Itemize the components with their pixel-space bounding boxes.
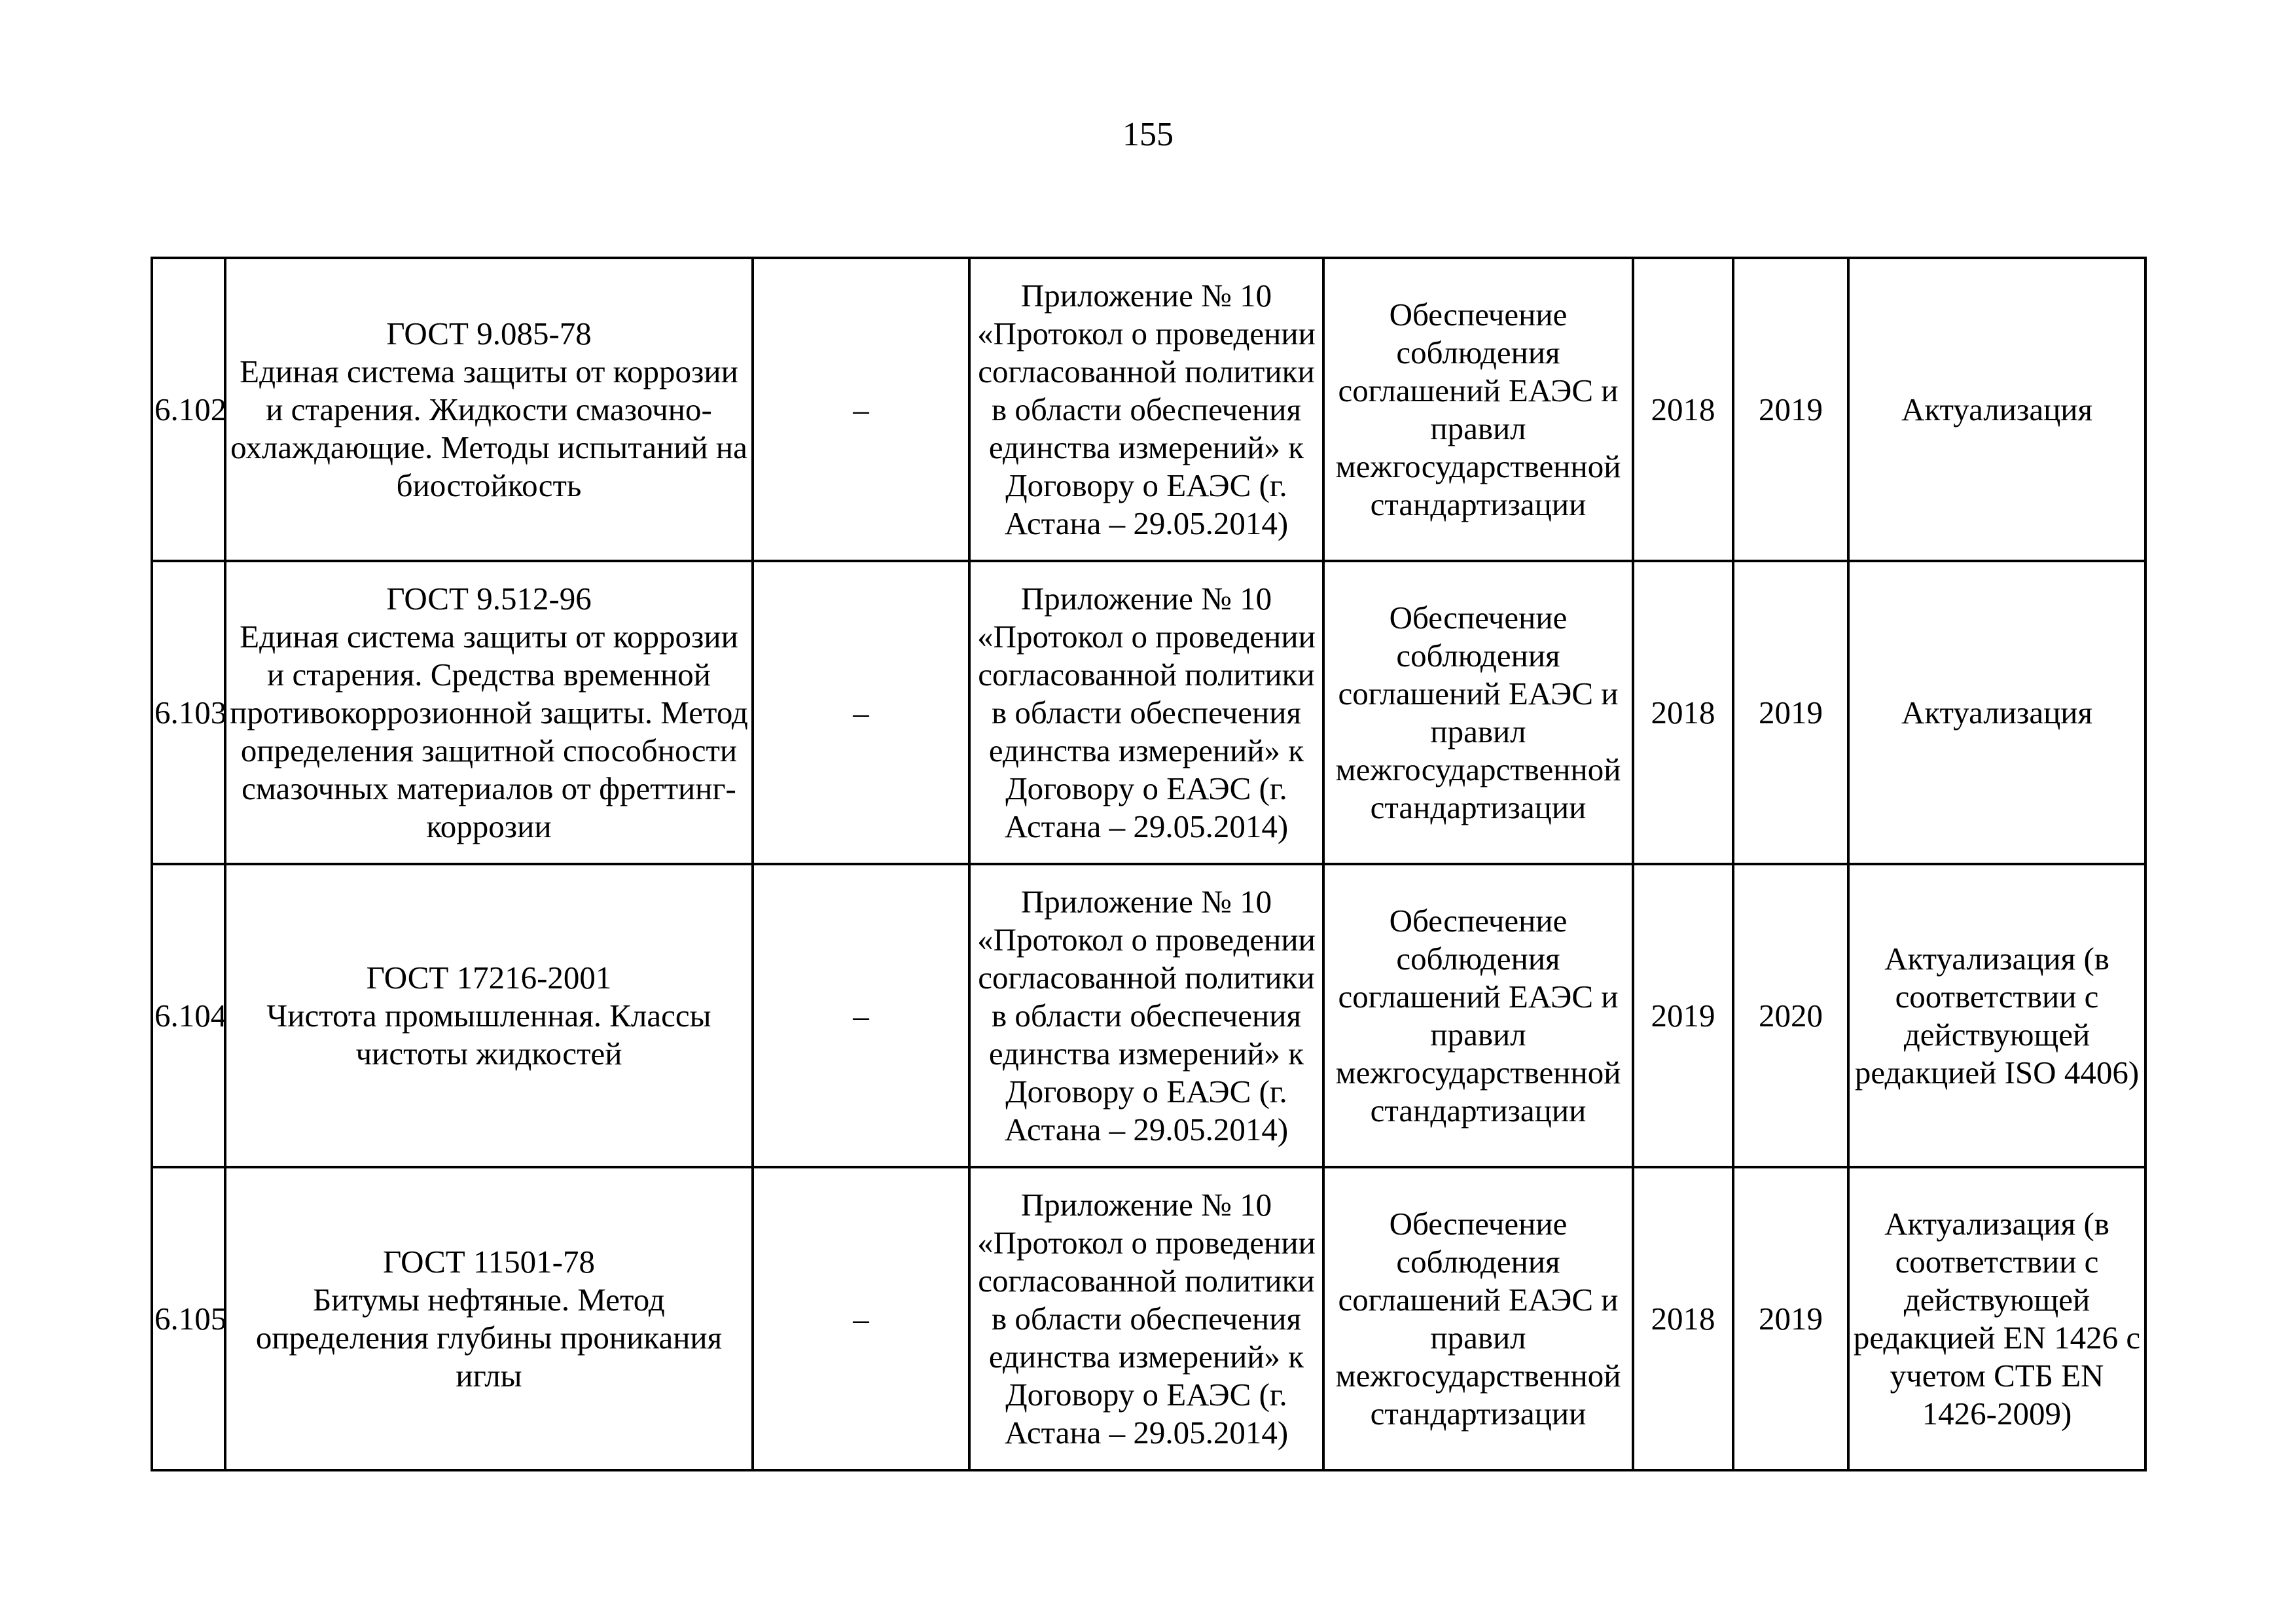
standards-table bbox=[151, 257, 2147, 1471]
purpose-cell: Обеспечение соблюдения соглашений ЕАЭС и правил межгосударственной стандартизации bbox=[1323, 1167, 1633, 1470]
standard-title: Битумы нефтяные. Метод определения глубины проникания иглы bbox=[255, 1281, 723, 1394]
page-number: 155 bbox=[1122, 116, 1174, 153]
dash-cell: – bbox=[753, 1167, 969, 1470]
document-cell: Приложение № 10 «Протокол о проведении согласованной политики в области обеспечения единства измерений» к Договору о ЕАЭС (г. Астана – 29.05.2014) bbox=[969, 864, 1323, 1167]
table-row bbox=[152, 258, 2145, 561]
document-cell: Приложение № 10 «Протокол о проведении согласованной политики в области обеспечения единства измерений» к Договору о ЕАЭС (г. Астана – 29.05.2014) bbox=[969, 561, 1323, 864]
note-cell: Актуализация bbox=[1848, 561, 2145, 864]
standard-cell bbox=[225, 1167, 753, 1470]
year-start-cell: 2018 bbox=[1633, 561, 1733, 864]
year-start-cell: 2019 bbox=[1633, 864, 1733, 1167]
purpose-cell: Обеспечение соблюдения соглашений ЕАЭС и правил межгосударственной стандартизации bbox=[1323, 864, 1633, 1167]
dash-cell: – bbox=[753, 864, 969, 1167]
row-number: 6.102 bbox=[152, 258, 225, 561]
year-end-cell: 2019 bbox=[1733, 1167, 1848, 1470]
year-end-cell: 2019 bbox=[1733, 561, 1848, 864]
table-row bbox=[152, 1167, 2145, 1470]
document-cell: Приложение № 10 «Протокол о проведении согласованной политики в области обеспечения единства измерений» к Договору о ЕАЭС (г. Астана – 29.05.2014) bbox=[969, 1167, 1323, 1470]
row-number: 6.105 bbox=[152, 1167, 225, 1470]
standard-code: ГОСТ 9.512-96 bbox=[386, 580, 592, 617]
note-cell: Актуализация (в соответствии с действующей редакцией ISO 4406) bbox=[1848, 864, 2145, 1167]
year-start-cell: 2018 bbox=[1633, 1167, 1733, 1470]
standard-cell bbox=[225, 258, 753, 561]
dash-cell: – bbox=[753, 561, 969, 864]
table-row bbox=[152, 561, 2145, 864]
year-end-cell: 2019 bbox=[1733, 258, 1848, 561]
year-end-cell: 2020 bbox=[1733, 864, 1848, 1167]
document-cell: Приложение № 10 «Протокол о проведении согласованной политики в области обеспечения единства измерений» к Договору о ЕАЭС (г. Астана – 29.05.2014) bbox=[969, 258, 1323, 561]
standard-cell bbox=[225, 561, 753, 864]
year-start-cell: 2018 bbox=[1633, 258, 1733, 561]
standard-code: ГОСТ 9.085-78 bbox=[386, 315, 592, 352]
note-cell: Актуализация (в соответствии с действующей редакцией EN 1426 с учетом СТБ EN 1426-2009) bbox=[1848, 1167, 2145, 1470]
dash-cell: – bbox=[753, 258, 969, 561]
standard-code: ГОСТ 11501-78 bbox=[383, 1243, 595, 1280]
purpose-cell: Обеспечение соблюдения соглашений ЕАЭС и правил межгосударственной стандартизации bbox=[1323, 258, 1633, 561]
row-number: 6.103 bbox=[152, 561, 225, 864]
standard-cell bbox=[225, 864, 753, 1167]
purpose-cell: Обеспечение соблюдения соглашений ЕАЭС и правил межгосударственной стандартизации bbox=[1323, 561, 1633, 864]
row-number: 6.104 bbox=[152, 864, 225, 1167]
standard-code: ГОСТ 17216-2001 bbox=[366, 959, 612, 996]
standard-title: Единая система защиты от коррозии и старения. Средства временной противокоррозионной защиты. Метод определения защитной способности смазочных материалов от фреттинг-коррозии bbox=[230, 618, 748, 844]
table-row bbox=[152, 864, 2145, 1167]
standard-title: Единая система защиты от коррозии и старения. Жидкости смазочно-охлаждающие. Методы испытаний на биостойкость bbox=[230, 353, 747, 503]
standard-title: Чистота промышленная. Классы чистоты жидкостей bbox=[266, 997, 711, 1072]
note-cell: Актуализация bbox=[1848, 258, 2145, 561]
